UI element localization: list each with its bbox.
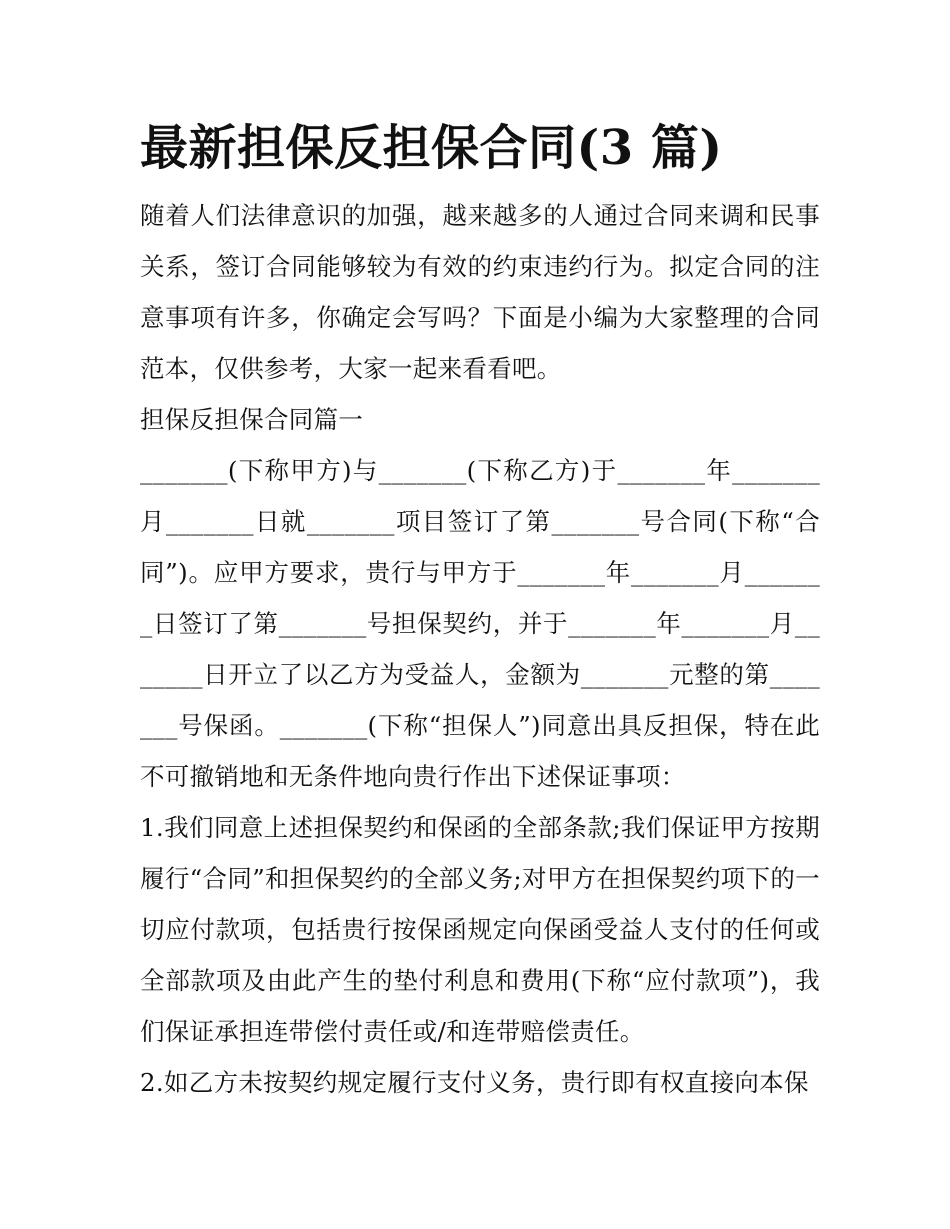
document-title: 最新担保反担保合同(3 篇) (140, 120, 723, 176)
section-heading: 担保反担保合同篇一 (140, 405, 364, 434)
preamble-paragraph: _______(下称甲方)与_______(下称乙方)于_______年_______月_______日就_______项目签订了第_______号合同(下称“合同”)。应甲方要求，贵行与甲方于_______年_______月_______日签订了第_______号担保契约，并于_______年_______月_______日开立了以乙方为受益人，金额为_______元整的第_______号保函。_______(下称“担保人”)同意出具反担保，特在此不可撤销地和无条件地向贵行作出下述保证事项： (140, 456, 820, 791)
clause-1-paragraph: 1.我们同意上述担保契约和保函的全部条款;我们保证甲方按期履行“合同”和担保契约的全部义务;对甲方在担保契约项下的一切应付款项，包括贵行按保函规定向保函受益人支付的任何或全部款项及由此产生的垫付利息和费用(下称“应付款项”)，我们保证承担连带偿付责任或/和连带赔偿责任。 (140, 813, 820, 1046)
intro-paragraph: 随着人们法律意识的加强，越来越多的人通过合同来调和民事关系，签订合同能够较为有效的约束违约行为。拟定合同的注意事项有许多，你确定会写吗？下面是小编为大家整理的合同范本，仅供参考，大家一起来看看吧。 (140, 201, 820, 383)
clause-2-paragraph: 2.如乙方未按契约规定履行支付义务，贵行即有权直接向本保 (140, 1068, 809, 1097)
document-body (140, 112, 820, 1108)
